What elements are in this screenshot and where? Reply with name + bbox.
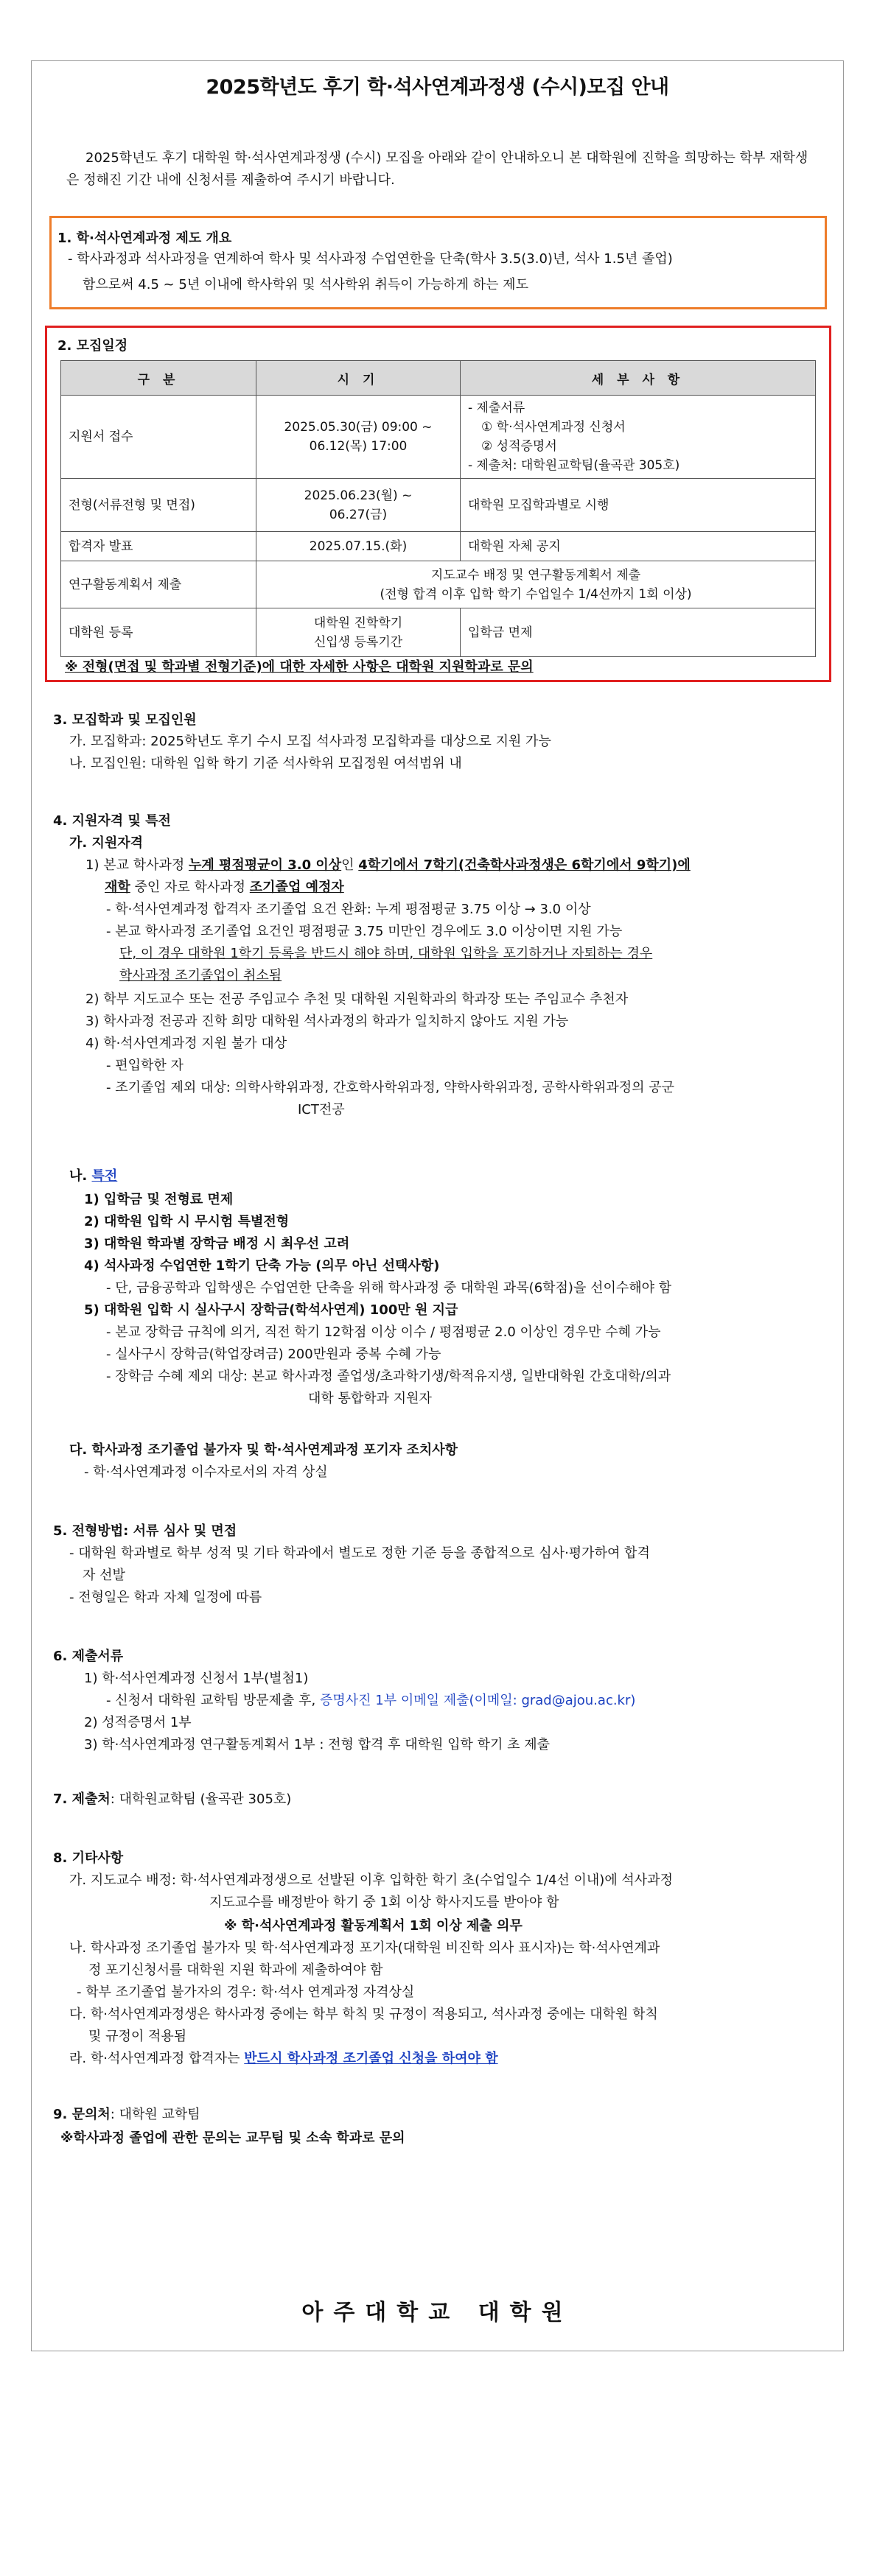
table-row [61, 396, 816, 479]
table-header-cell: 구 분 [61, 361, 256, 396]
table-row [61, 561, 816, 608]
sub-line: - 단, 금융공학과 입학생은 수업연한 단축을 위해 학사과정 중 대학원 과목(6학점)을 선이수해야 함 [106, 1280, 672, 1296]
section-3-line: 가. 모집학과: 2025학년도 후기 수시 모집 석사과정 모집학과를 대상으로 지원 가능 [69, 734, 551, 749]
table-row [61, 532, 816, 561]
section-5-heading: 5. 전형방법: 서류 심사 및 면접 [53, 1523, 237, 1539]
section-9-value: : 대학원 교학팀 [110, 2107, 200, 2122]
detail-line: - 제출서류 [468, 401, 525, 415]
table-row [61, 608, 816, 657]
sub-line: 학사과정 조기졸업이 취소됨 [119, 968, 282, 983]
section-8-line: 및 규정이 적용됨 [88, 2029, 187, 2044]
sub-line: - 학·석사연계과정 이수자로서의 자격 상실 [84, 1464, 328, 1480]
section-1-line: - 학사과정과 석사과정을 연계하여 학사 및 석사과정 수업연한을 단축(학사 3.5(3.0)년, 석사 1.5년 졸업) [68, 251, 673, 267]
table-cell [256, 561, 816, 608]
detail-line: 지도교수 배정 및 연구활동계획서 제출 [430, 567, 641, 583]
page-title: 2025학년도 후기 학·석사연계과정생 (수시)모집 안내 [206, 76, 669, 99]
section-6-line: 1) 학·석사연계과정 신청서 1부(별첨1) [84, 1671, 309, 1686]
sub-line: - 조기졸업 제외 대상: 의학사학위과정, 간호학사학위과정, 약학사학위과정, 공학사학위과정의 공군 [106, 1080, 675, 1095]
benefit-item: 4) 석사과정 수업연한 1학기 단축 가능 (의무 아닌 선택사항) [84, 1258, 440, 1274]
sub-line: ICT전공 [298, 1102, 345, 1117]
emphasis: 재학 [105, 880, 130, 895]
eligibility-item-3: 3) 학사과정 전공과 진학 희망 대학원 석사과정의 학과가 일치하지 않아도 지원 가능 [85, 1014, 569, 1029]
table-row [61, 479, 816, 532]
emphasis: 누계 평점평균이 3.0 이상 [188, 857, 342, 873]
section-8-line [69, 2048, 498, 2070]
date-line: 06.12(목) 17:00 [309, 439, 408, 454]
early-graduation-link[interactable]: 반드시 학사과정 조기졸업 신청을 하여야 함 [244, 2051, 498, 2066]
text: 1) 본교 학사과정 [85, 857, 189, 873]
section-3-heading: 3. 모집학과 및 모집인원 [53, 712, 197, 728]
schedule-table [60, 360, 816, 657]
date-line: 2025.05.30(금) 09:00 ~ [284, 420, 433, 435]
eligibility-item-1 [85, 854, 691, 877]
section-8-line: - 학부 조기졸업 불가자의 경우: 학·석사 연계과정 자격상실 [77, 1984, 415, 2000]
sub-line: - 실사구시 장학금(학업장려금) 200만원과 중복 수혜 가능 [106, 1347, 441, 1362]
detail-line: ① 학·석사연계과정 신청서 [481, 420, 626, 435]
section-5-line: - 대학원 학과별로 학부 성적 및 기타 학과에서 별도로 정한 기준 등을 종합적으로 심사·평가하여 합격 [69, 1545, 650, 1561]
detail-line: - 제출처: 대학원교학팀(율곡관 305호) [468, 458, 680, 473]
date-line: 대학원 진학학기 [313, 615, 403, 631]
section-5-line: 자 선발 [83, 1568, 125, 1583]
eligibility-item-4: 4) 학·석사연계과정 지원 불가 대상 [85, 1036, 287, 1051]
section-8-line: ※ 학·석사연계과정 활동계획서 1회 이상 제출 의무 [224, 1918, 523, 1934]
section-9-label: 9. 문의처 [53, 2107, 111, 2122]
table-header-row [61, 361, 816, 396]
section-8-line: 나. 학사과정 조기졸업 불가자 및 학·석사연계과정 포기자(대학원 비진학 의사 표시자)는 학·석사연계과 [69, 1940, 660, 1956]
section-6-line [106, 1690, 635, 1712]
date-line: 06.27(금) [329, 507, 388, 522]
detail-line: (전형 합격 이후 입학 학기 수업일수 1/4선까지 1회 이상) [380, 586, 692, 602]
table-cell: 대학원 등록 [61, 608, 256, 657]
sub-line: - 장학금 수혜 제외 대상: 본교 학사과정 졸업생/초과학기생/학적유지생, 일반대학원 간호대학/의과 [106, 1369, 671, 1384]
eligibility-heading: 가. 지원자격 [69, 835, 144, 851]
section-1-heading: 1. 학·석사연계과정 제도 개요 [57, 231, 232, 246]
section-6-line: 2) 성적증명서 1부 [84, 1715, 192, 1730]
intro-paragraph: 2025학년도 후기 대학원 학·석사연계과정생 (수시) 모집을 아래와 같이 안내하오니 본 대학원에 진학을 희망하는 학부 재학생은 정해진 기간 내에 신청서를 제출하여 주시기 바랍니다. [66, 150, 808, 188]
table-cell: 전형(서류전형 및 면접) [61, 479, 256, 532]
section-5-line: - 전형일은 학과 자체 일정에 따름 [69, 1590, 262, 1605]
table-cell: 입학금 면제 [461, 608, 816, 657]
sub-line: - 학·석사연계과정 합격자 조기졸업 요건 완화: 누계 평점평균 3.75 이상 → 3.0 이상 [106, 902, 591, 917]
section-9 [53, 2104, 200, 2126]
date-line: 2025.06.23(월) ~ [304, 488, 413, 503]
sub-line: 단, 이 경우 대학원 1학기 등록을 반드시 해야 하며, 대학원 입학을 포기하거나 자퇴하는 경우 [119, 946, 653, 961]
section-6-heading: 6. 제출서류 [53, 1649, 124, 1664]
benefit-item: 5) 대학원 입학 시 실사구시 장학금(학석사연계) 100만 원 지급 [84, 1302, 458, 1318]
section-3-line: 나. 모집인원: 대학원 입학 학기 기준 석사학위 모집정원 여석범위 내 [69, 756, 462, 771]
section-8-line: 정 포기신청서를 대학원 지원 학과에 제출하여야 함 [88, 1962, 383, 1978]
section-4-heading: 4. 지원자격 및 특전 [53, 813, 171, 829]
section-6-line: 3) 학·석사연계과정 연구활동계획서 1부 : 전형 합격 후 대학원 입학 학기 초 제출 [84, 1737, 551, 1752]
date-line: 신입생 등록기간 [313, 634, 403, 650]
table-cell: 합격자 발표 [61, 532, 256, 561]
sub-line: - 편입학한 자 [106, 1058, 184, 1073]
section-8-line: 지도교수를 배정받아 학기 중 1회 이상 학사지도를 받아야 함 [209, 1895, 559, 1910]
emphasis: 조기졸업 예정자 [249, 880, 344, 895]
emphasis: 4학기에서 7학기(건축학사과정생은 6학기에서 9학기)에 [358, 857, 691, 873]
text: 나. [69, 1168, 92, 1184]
text: - 신청서 대학원 교학팀 방문제출 후, [106, 1693, 320, 1708]
table-cell [256, 396, 461, 479]
section-9-note: ※학사과정 졸업에 관한 문의는 교무팀 및 소속 학과로 문의 [60, 2130, 405, 2146]
eligibility-item-2: 2) 학부 지도교수 또는 전공 주임교수 추천 및 대학원 지원학과의 학과장 또는 주임교수 추천자 [85, 992, 629, 1007]
footer-institution: 아주대학교 대학원 [301, 2300, 573, 2326]
text: 중인 자로 학사과정 [130, 880, 250, 895]
table-cell: 연구활동계획서 제출 [61, 561, 256, 608]
benefit-item: 2) 대학원 입학 시 무시험 특별전형 [84, 1214, 290, 1229]
table-cell [256, 608, 461, 657]
section-7-label: 7. 제출처 [53, 1791, 111, 1807]
subsection-heading: 다. 학사과정 조기졸업 불가자 및 학·석사연계과정 포기자 조치사항 [69, 1442, 458, 1458]
eligibility-item-1-cont [105, 877, 344, 899]
section-8-line: 다. 학·석사연계과정생은 학사과정 중에는 학부 학칙 및 규정이 적용되고, 석사과정 중에는 대학원 학칙 [69, 2007, 658, 2022]
schedule-note: ※ 전형(면접 및 학과별 전형기준)에 대한 자세한 사항은 대학원 지원학과로 문의 [65, 659, 534, 675]
section-8-heading: 8. 기타사항 [53, 1850, 124, 1866]
benefits-heading [69, 1165, 117, 1185]
table-header-cell: 세 부 사 항 [461, 361, 816, 396]
section-1-line: 함으로써 4.5 ~ 5년 이내에 학사학위 및 석사학위 취득이 가능하게 하는 제도 [83, 277, 528, 292]
table-cell: 지원서 접수 [61, 396, 256, 479]
section-7 [53, 1789, 291, 1811]
section-2-heading: 2. 모집일정 [57, 338, 128, 354]
benefits-link[interactable]: 특전 [91, 1168, 118, 1184]
sub-line: - 본교 학사과정 조기졸업 요건인 평점평균 3.75 미만인 경우에도 3.0 이상이면 지원 가능 [106, 924, 623, 939]
table-cell: 대학원 자체 공지 [461, 532, 816, 561]
section-8-line: 가. 지도교수 배정: 학·석사연계과정생으로 선발된 이후 입학한 학기 초(수업일수 1/4선 이내)에 석사과정 [69, 1873, 673, 1888]
sub-line: 대학 통합학과 지원자 [308, 1391, 432, 1406]
section-7-value: : 대학원교학팀 (율곡관 305호) [110, 1791, 292, 1807]
table-cell [461, 396, 816, 479]
text: 인 [341, 857, 359, 873]
table-cell [256, 479, 461, 532]
benefit-item: 3) 대학원 학과별 장학금 배정 시 최우선 고려 [84, 1236, 350, 1252]
detail-line: ② 성적증명서 [481, 439, 557, 454]
table-cell: 2025.07.15.(화) [256, 532, 461, 561]
table-cell: 대학원 모집학과별로 시행 [461, 479, 816, 532]
table-header-cell: 시 기 [256, 361, 461, 396]
email-note[interactable]: 증명사진 1부 이메일 제출(이메일: grad@ajou.ac.kr) [319, 1693, 636, 1708]
sub-line: - 본교 장학금 규칙에 의거, 직전 학기 12학점 이상 이수 / 평점평균 2.0 이상인 경우만 수혜 가능 [106, 1324, 661, 1340]
benefit-item: 1) 입학금 및 전형료 면제 [84, 1192, 234, 1207]
text: 라. 학·석사연계과정 합격자는 [69, 2051, 245, 2066]
